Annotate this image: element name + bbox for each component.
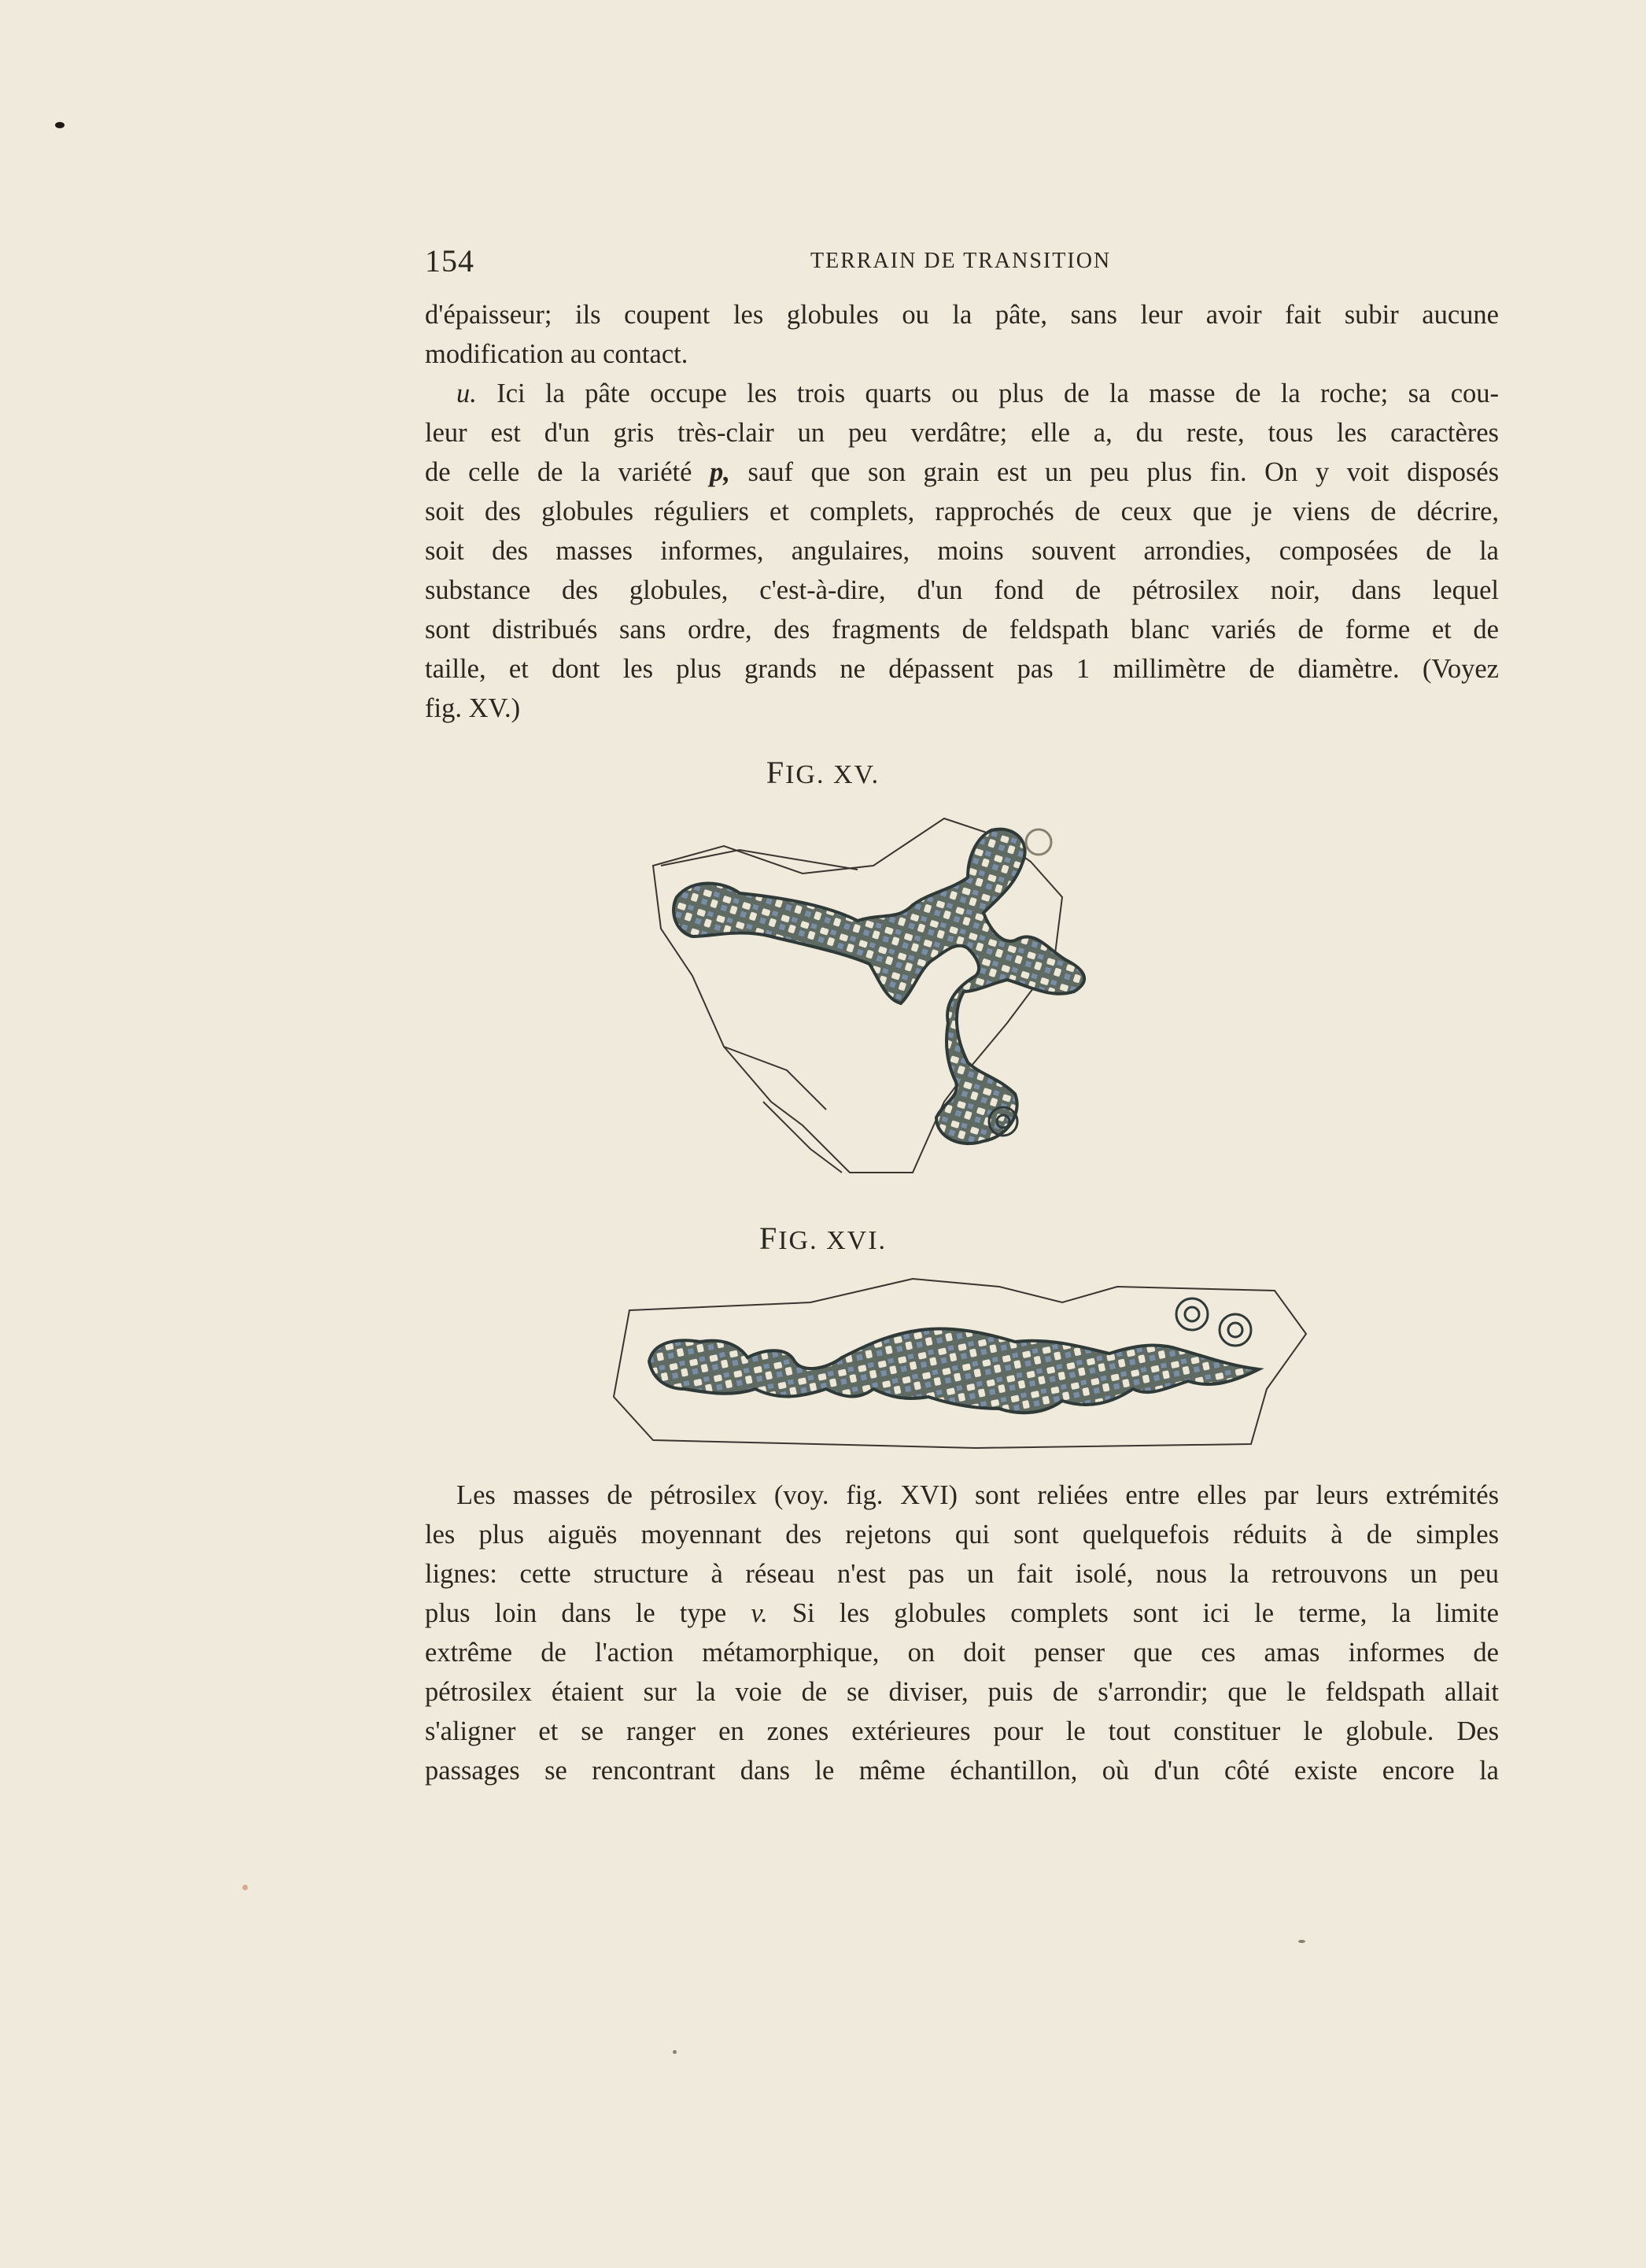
text-line: substance des globules, c'est-à-dire, d'un fond de pétrosilex noir, dans lequel — [425, 575, 1499, 605]
text-line: soit des globules réguliers et complets, rapprochés de ceux que je viens de décrire, — [425, 497, 1499, 526]
figure-16-caption: FIG. XVI. — [758, 1221, 888, 1256]
paragraph-3 — [425, 1476, 1499, 1790]
text-line: s'aligner et se ranger en zones extérieures pour le tout constituer le globule. Des — [425, 1716, 1499, 1746]
text-line: les plus aiguës moyennant des rejetons qui sont quelquefois réduits à de simples — [425, 1520, 1499, 1550]
text-line: d'épaisseur; ils coupent les globules ou la pâte, sans leur avoir fait subir aucune — [425, 300, 1499, 330]
paper-speck — [673, 2050, 677, 2054]
paragraph-2 — [425, 374, 1499, 728]
variety-marker: p, — [710, 457, 730, 487]
text-line: passages se rencontrant dans le même échantillon, où d'un côté existe encore la — [425, 1756, 1499, 1786]
petrosilex-mass — [674, 829, 1084, 1143]
ink-speck — [55, 122, 65, 128]
text-line: taille, et dont les plus grands ne dépassent pas 1 millimètre de diamètre. (Voyez — [425, 654, 1499, 684]
text-line: modification au contact. — [425, 339, 688, 369]
page-number: 154 — [425, 243, 474, 279]
foxing-spot — [242, 1885, 248, 1890]
figure-15-illustration — [645, 803, 1275, 1188]
text-line: sont distribués sans ordre, des fragments de feldspath blanc variés de forme et de — [425, 615, 1499, 645]
globule-marks — [1176, 1298, 1251, 1346]
paragraph-1 — [425, 295, 1499, 374]
text-line: de celle de la variété p, sauf que son grain est un peu plus fin. On y voit disposés — [425, 457, 1500, 487]
variety-marker: v. — [751, 1598, 768, 1628]
text-line: Les masses de pétrosilex (voy. fig. XVI) sont reliées entre elles par leurs extrémités — [456, 1480, 1499, 1510]
page-header — [425, 242, 1499, 282]
text-line: fig. XV.) — [425, 693, 521, 723]
variety-marker: u. — [456, 379, 477, 408]
paper-speck — [1298, 1940, 1305, 1943]
running-head: TERRAIN DE TRANSITION — [810, 249, 1112, 273]
text-line: extrême de l'action métamorphique, on doit penser que ces amas informes de — [425, 1638, 1499, 1668]
figure-15-caption: FIG. XV. — [766, 755, 880, 790]
text-line: leur est d'un gris très-clair un peu verdâtre; elle a, du reste, tous les caractères — [425, 418, 1499, 448]
petrosilex-mass — [649, 1328, 1259, 1413]
text-line: u. Ici la pâte occupe les trois quarts ou plus de la masse de la roche; sa cou- — [456, 379, 1500, 408]
figure-16-illustration — [606, 1271, 1330, 1460]
text-line: lignes: cette structure à réseau n'est pas un fait isolé, nous la retrouvons un peu — [425, 1559, 1499, 1589]
text-line: soit des masses informes, angulaires, moins souvent arrondies, composées de la — [425, 536, 1499, 566]
text-line: plus loin dans le type v. Si les globules complets sont ici le terme, la limite — [425, 1598, 1499, 1628]
text-line: pétrosilex étaient sur la voie de se diviser, puis de s'arrondir; que le feldspath allait — [425, 1677, 1499, 1707]
